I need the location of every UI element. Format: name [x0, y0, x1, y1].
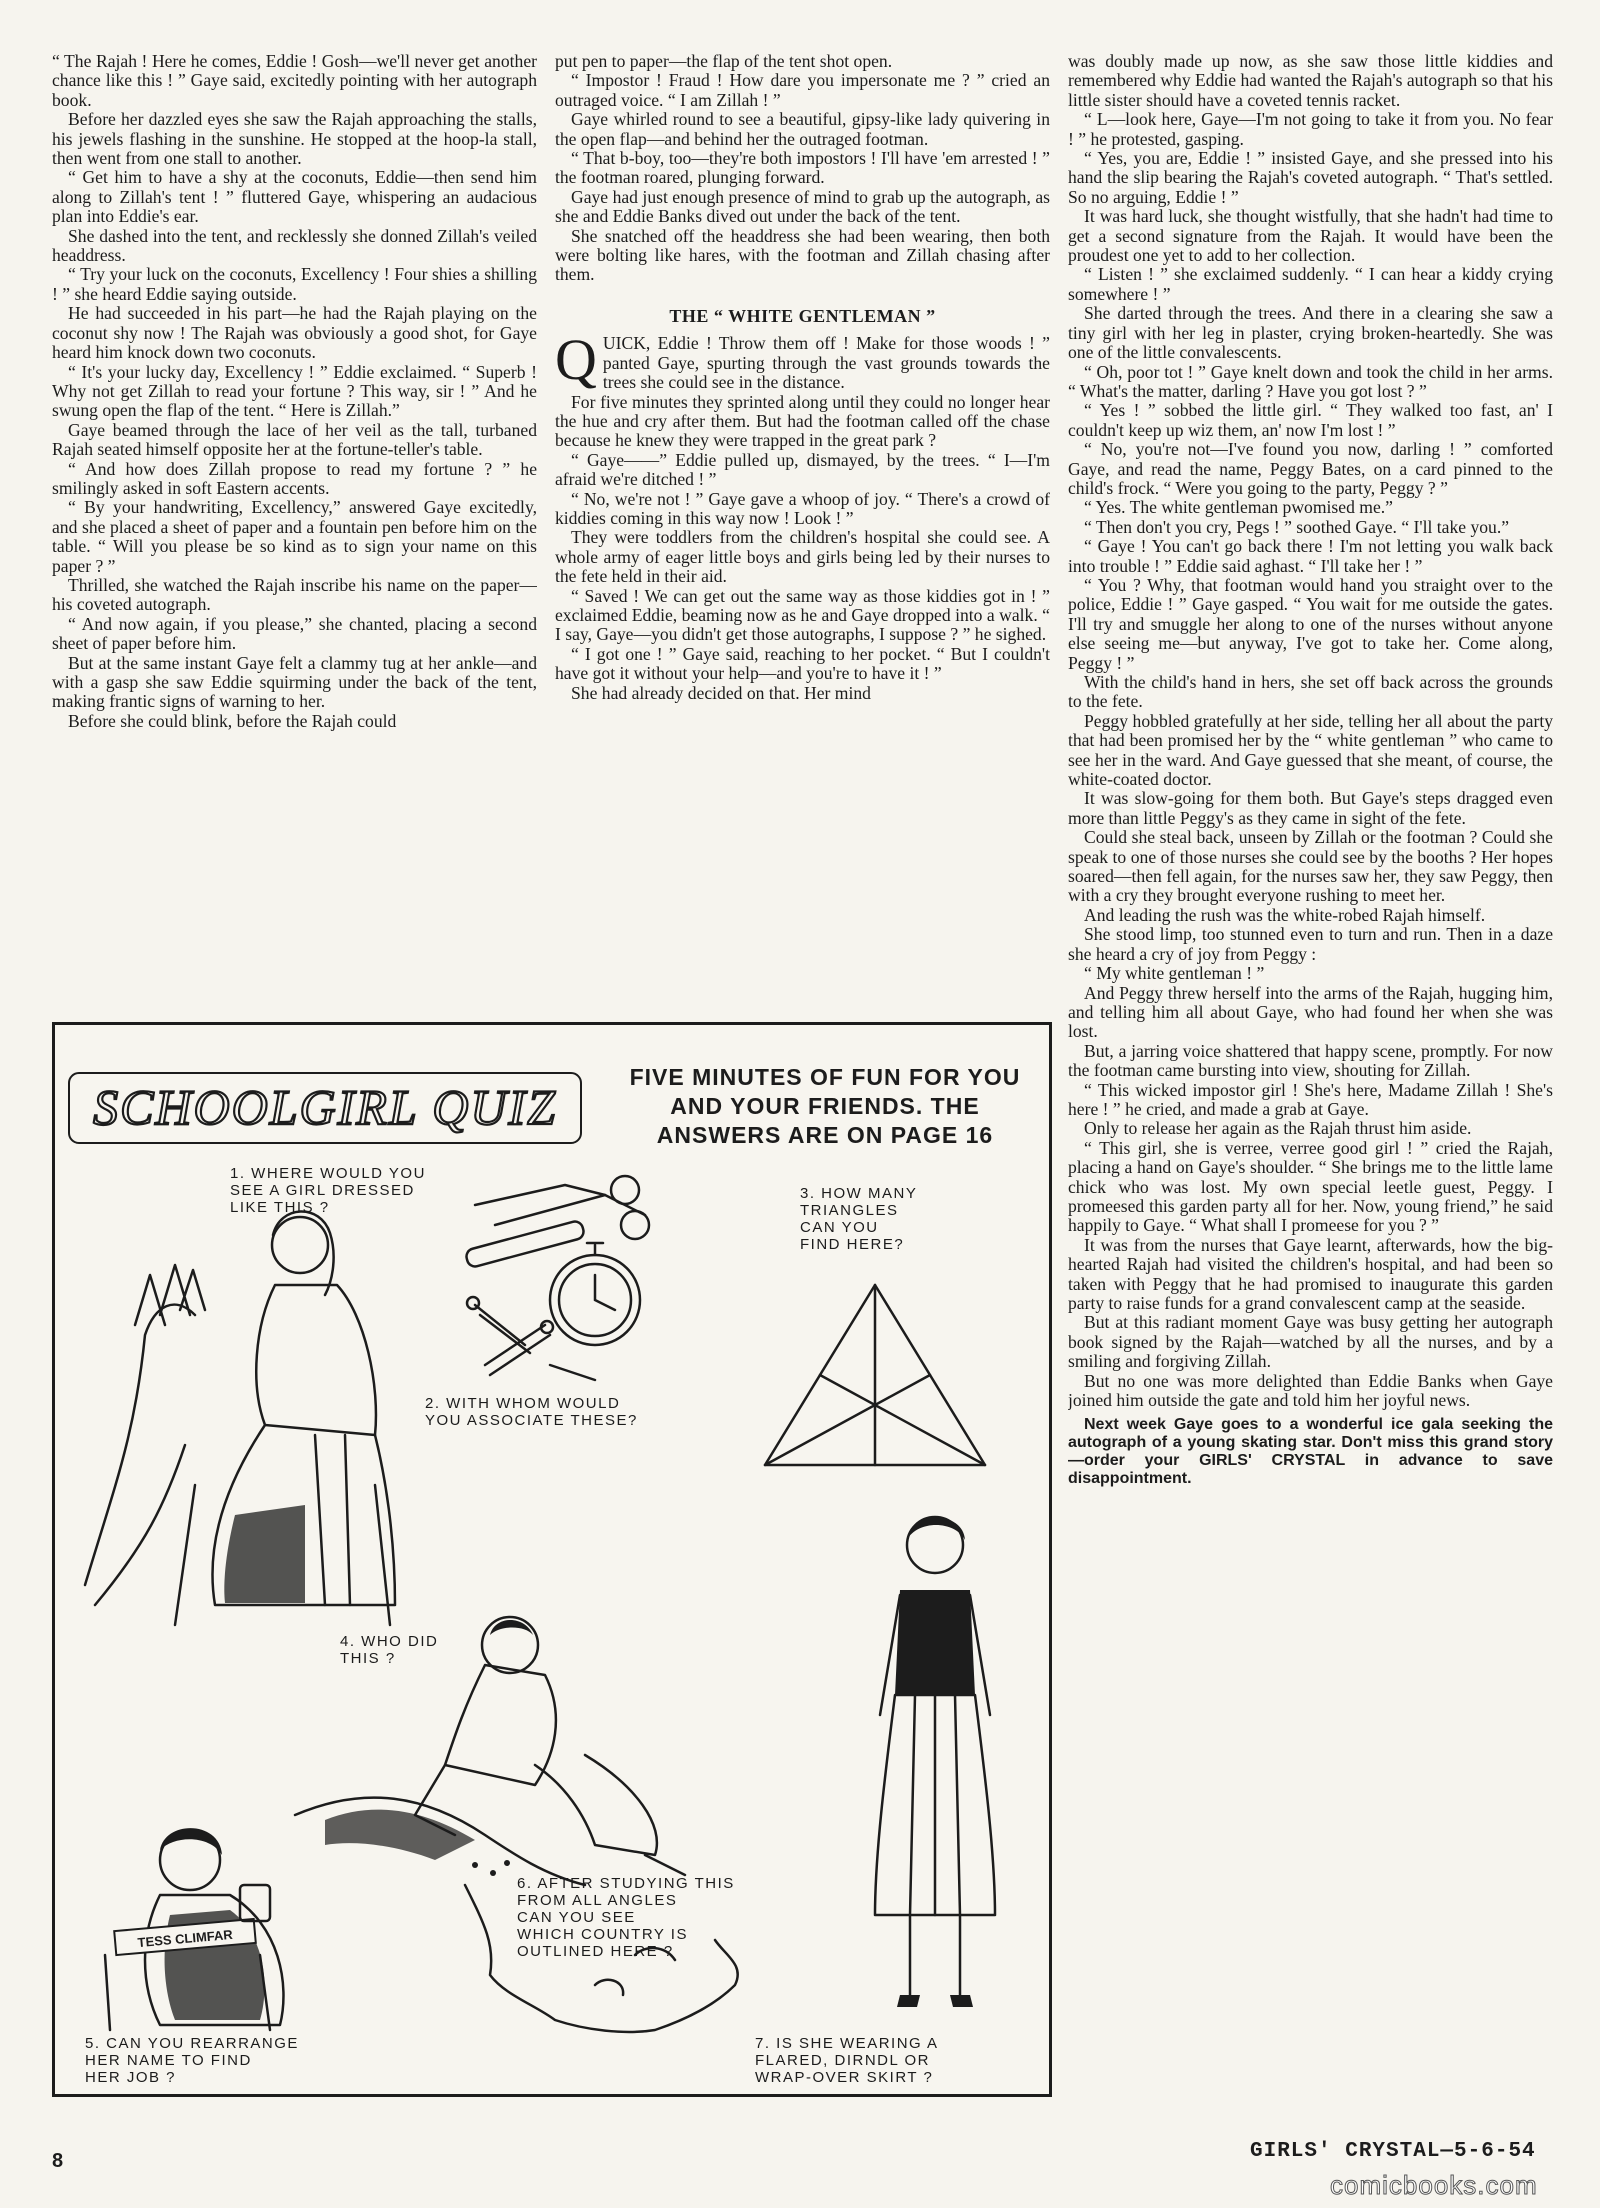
next-week-teaser: Next week Gaye goes to a wonderful ice gala seeking the autograph of a young skating star. Don't miss this grand story—order your GIRLS' CRYSTAL in advance to save disappointment. — [1068, 1416, 1553, 1488]
column-2-opening — [555, 52, 1050, 285]
dropcap-paragraph — [555, 327, 1050, 393]
scissors-watch-pins-illustration — [455, 1165, 755, 1395]
story-paragraph: Peggy hobbled gratefully at her side, telling her all about the party that had been promised her by the “ white gentleman ” who came to see her in the ward. And Gaye guessed that she meant, of course, the white-coated doctor. — [1068, 710, 1553, 790]
drop-cap: Q — [555, 327, 597, 393]
magazine-footer: GIRLS' CRYSTAL—5-6-54 — [1250, 2140, 1536, 2163]
schoolgirl-quiz-box — [52, 1022, 1052, 2097]
question-5: 5. CAN YOU REARRANGE HER NAME TO FIND HER JOB ? — [85, 2035, 299, 2086]
column-3-body — [1068, 52, 1553, 1410]
girl-in-dirndl-illustration — [75, 1185, 415, 1635]
triangle-puzzle-illustration — [755, 1275, 995, 1475]
story-paragraph: “ Yes ! ” sobbed the little girl. “ They walked too fast, an' I couldn't keep up wiz them, an' now I'm lost ! ” — [1068, 400, 1553, 440]
story-paragraph: But at the same instant Gaye felt a clammy tug at her ankle—and with a gasp she saw Eddie squirming under the back of the tent, making frantic signs of warning to her. — [52, 652, 537, 712]
quiz-intro: FIVE MINUTES OF FUN FOR YOU AND YOUR FRIENDS. THE ANSWERS ARE ON PAGE 16 — [629, 1064, 1021, 1148]
story-paragraph: “ Yes. The white gentleman pwomised me.” — [1084, 497, 1393, 518]
story-paragraph: “ The Rajah ! Here he comes, Eddie ! Gosh—we'll never get another chance like this ! ” Gaye said, excitedly pointing with her autograph book. — [52, 52, 537, 110]
story-paragraph: “ Impostor ! Fraud ! How dare you impersonate me ? ” cried an outraged voice. “ I am Zillah ! ” — [555, 70, 1050, 110]
story-paragraph: Thrilled, she watched the Rajah inscribe his name on the paper—his coveted autograph. — [52, 574, 537, 615]
story-paragraph: “ L—look here, Gaye—I'm not going to take it from you. No fear ! ” he protested, gasping. — [1068, 109, 1553, 149]
story-paragraph: “ Oh, poor tot ! ” Gaye knelt down and took the child in her arms. “ What's the matter, darling ? Have you got lost ? ” — [1068, 361, 1553, 401]
story-paragraph: “ Gaye ! You can't go back there ! I'm not letting you walk back into trouble ! ” Eddie said aghast. “ I'll take her ! ” — [1068, 536, 1553, 576]
question-3: 3. HOW MANY TRIANGLES CAN YOU FIND HERE? — [800, 1185, 918, 1253]
story-paragraph: “ Then don't you cry, Pegs ! ” soothed Gaye. “ I'll take you.” — [1084, 516, 1510, 537]
quiz-title-logo — [65, 1069, 585, 1147]
story-paragraph: She dashed into the tent, and recklessly she donned Zillah's veiled headdress. — [52, 225, 537, 266]
story-paragraph: He had succeeded in his part—he had the Rajah playing on the coconut shy now ! The Rajah was obviously a good shot, for Gaye heard him knock down two coconuts. — [52, 303, 537, 363]
story-paragraph: And leading the rush was the white-robed Rajah himself. — [1084, 904, 1486, 925]
page-number: 8 — [52, 2150, 64, 2172]
story-column-1 — [52, 52, 537, 1007]
chair-name-label: TESS CLIMFAR — [136, 1926, 234, 1951]
story-paragraph: Before she could blink, before the Rajah could — [68, 710, 397, 731]
story-paragraph: They were toddlers from the children's hospital she could see. A whole army of eager little boys and girls being led by their nurses to the fete held in their aid. — [555, 527, 1050, 587]
story-paragraph: “ Yes, you are, Eddie ! ” insisted Gaye, and she pressed into his hand the slip bearing the Rajah's coveted autograph. “ That's settled. So no arguing, Eddie ! ” — [1068, 148, 1553, 207]
girl-in-chair-illustration — [80, 1815, 380, 2035]
story-paragraph: But, a jarring voice shattered that happy scene, promptly. For now the footman came bursting into view, shouting for Zillah. — [1068, 1040, 1553, 1081]
girl-in-skirt-illustration — [855, 1495, 1015, 2035]
story-paragraph: was doubly made up now, as she saw those little kiddies and remembered why Eddie had wanted the Rajah's autograph so that his little sister should have a coveted tennis racket. — [1068, 52, 1553, 110]
story-paragraph: “ No, you're not—I've found you now, darling ! ” comforted Gaye, and read the name, Peggy Bates, on a card pinned to the child's frock. “ Were you going to the party, Peggy ? ” — [1068, 439, 1553, 498]
story-paragraph: Gaye whirled round to see a beautiful, gipsy-like lady quivering in the open flap—and behind her the outraged footman. — [555, 109, 1050, 149]
dropcap-paragraph-text: UICK, Eddie ! Throw them off ! Make for those woods ! ” panted Gaye, spurting through the vast grounds towards the trees she could see in the distance. — [602, 333, 1050, 393]
story-paragraph: With the child's hand in hers, she set off back across the grounds to the fete. — [1068, 672, 1553, 712]
story-paragraph: “ No, we're not ! ” Gaye gave a whoop of joy. “ There's a crowd of kiddies coming in this way now ! Look ! ” — [555, 488, 1050, 528]
story-paragraph: For five minutes they sprinted along until they could no longer hear the hue and cry after them. But had the footman called off the chase because he knew they were trapped in the great park ? — [555, 391, 1050, 451]
story-paragraph: Gaye beamed through the lace of her veil as the tall, turbaned Rajah seated himself opposite her at the fortune-teller's table. — [52, 419, 537, 460]
story-paragraph: But no one was more delighted than Eddie Banks when Gaye joined him outside the gate and told him her joyful news. — [1068, 1370, 1553, 1411]
story-column-3 — [1068, 52, 1553, 2112]
story-paragraph: Before her dazzled eyes she saw the Rajah approaching the stalls, his jewels flashing in the sunshine. He stopped at the hoop-la stall, then went from one stall to another. — [52, 109, 537, 169]
story-paragraph: And Peggy threw herself into the arms of the Rajah, hugging him, and telling him all about Gaye, who had found her when she was lost. — [1068, 982, 1553, 1042]
story-paragraph: It was slow-going for them both. But Gaye's steps dragged even more than little Peggy's as they came in sight of the fete. — [1068, 788, 1553, 828]
story-paragraph: Gaye had just enough presence of mind to grab up the autograph, as she and Eddie Banks dived out under the back of the tent. — [555, 186, 1050, 227]
story-paragraph: “ It's your lucky day, Excellency ! ” Eddie exclaimed. “ Superb ! Why not get Zillah to read your fortune ? This way, sir ! ” And he swung open the flap of the tent. “ Here is Zillah.” — [52, 361, 537, 421]
story-paragraph: It was from the nurses that Gaye learnt, afterwards, how the big-hearted Rajah had visited the children's hospital, and had been so taken with Peggy that he had promised to inaugurate this garden party to raise funds for a grand convalescent camp at the seaside. — [1068, 1234, 1553, 1313]
story-paragraph: “ And how does Zillah propose to read my fortune ? ” he smilingly asked in soft Eastern accents. — [52, 458, 537, 498]
story-paragraph: “ Get him to have a shy at the coconuts, Eddie—then send him along to Zillah's tent ! ” fluttered Gaye, whispering an audacious plan into Eddie's ear. — [52, 167, 537, 227]
story-paragraph: “ You ? Why, that footman would hand you straight over to the police, Eddie ! ” Gaye gasped. “ You wait for me outside the gates. I'll try and smuggle her along to one of the nurses without anyone else seeing me—but anyway, I've got to take her. Come along, Peggy ! ” — [1068, 574, 1553, 673]
story-paragraph: Could she steal back, unseen by Zillah or the footman ? Could she speak to one of those nurses she could see by the booths ? Her hopes soared—then fell again, for the nurses saw her, they saw Peggy, then with a cry they brought everyone rushing to meet her. — [1068, 827, 1553, 906]
story-paragraph: put pen to paper—the flap of the tent shot open. — [555, 52, 893, 71]
story-paragraph: “ Saved ! We can get out the same way as those kiddies got in ! ” exclaimed Eddie, beaming now as he and Gaye dropped into a walk. “ I say, Gaye—you didn't get those autographs, I suppose ? ” he sighed. — [555, 585, 1050, 645]
story-paragraph: “ By your handwriting, Excellency,” answered Gaye excitedly, and she placed a sheet of paper and a fountain pen before him on the table. “ Will you please be so kind as to sign your name on this paper ? ” — [52, 497, 537, 576]
story-paragraph: “ This girl, she is verree, verree good girl ! ” cried the Rajah, placing a hand on Gaye's shoulder. “ She brings me to the little lame chick who was lost. My own special leetle guest, Peggy. I promeesed this garden party all for her. Now, young friend,” he said happily to Gaye. “ What shall I promeese for you ? ” — [1068, 1137, 1553, 1236]
story-paragraph: She had already decided on that. Her mind — [571, 682, 871, 703]
story-paragraph: “ This wicked impostor girl ! She's here, Madame Zillah ! She's here ! ” he cried, and made a grab at Gaye. — [1068, 1079, 1553, 1119]
column-2-continuation — [555, 393, 1050, 704]
story-paragraph: She darted through the trees. And there in a clearing she saw a tiny girl with her leg in plaster, crying broken-heartedly. She was one of the little convalescents. — [1068, 303, 1553, 363]
question-2: 2. WITH WHOM WOULD YOU ASSOCIATE THESE? — [425, 1395, 638, 1429]
story-paragraph: But at this radiant moment Gaye was busy getting her autograph book signed by the Rajah—watched by all the nurses, and by a smiling and forgiving Zillah. — [1068, 1312, 1553, 1372]
story-paragraph: She snatched off the headdress she had been wearing, then both were bolting like hares, with the footman and Zillah chasing after them. — [555, 225, 1050, 285]
story-paragraph: Only to release her again as the Rajah thrust him aside. — [1084, 1118, 1472, 1139]
question-6: 6. AFTER STUDYING THIS FROM ALL ANGLES CAN YOU SEE WHICH COUNTRY IS OUTLINED HERE ? — [517, 1875, 735, 1960]
story-paragraph: It was hard luck, she thought wistfully, that she hadn't had time to get a second signature from the Rajah. It would have been the proudest one yet to add to her collection. — [1068, 206, 1553, 266]
country-outline-illustration — [445, 1845, 765, 2055]
quiz-title: SCHOOLGIRL QUIZ — [93, 1079, 557, 1135]
question-1: 1. WHERE WOULD YOU SEE A GIRL DRESSED LIKE THIS ? — [230, 1165, 426, 1216]
question-4: 4. WHO DID THIS ? — [340, 1633, 439, 1667]
story-paragraph: “ Try your luck on the coconuts, Excellency ! Four shies a shilling ! ” she heard Eddie saying outside. — [52, 264, 537, 304]
site-watermark: comicbooks.com — [1330, 2170, 1538, 2200]
section-heading: THE “ WHITE GENTLEMAN ” — [669, 305, 936, 326]
story-paragraph: “ Listen ! ” she exclaimed suddenly. “ I can hear a kiddy crying somewhere ! ” — [1068, 264, 1553, 304]
question-7: 7. IS SHE WEARING A FLARED, DIRNDL OR WRAP-OVER SKIRT ? — [755, 2035, 939, 2086]
story-paragraph: “ I got one ! ” Gaye said, reaching to her pocket. “ But I couldn't have got it without your help—and you're to have it ! ” — [555, 643, 1050, 684]
story-paragraph: She stood limp, too stunned even to turn and run. Then in a daze she heard a cry of joy from Peggy : — [1068, 924, 1553, 964]
story-paragraph: “ Gaye——” Eddie pulled up, dismayed, by the trees. “ I—I'm afraid we're ditched ! ” — [555, 449, 1050, 490]
story-paragraph: “ That b-boy, too—they're both impostors ! I'll have 'em arrested ! ” the footman roared, plunging forward. — [555, 148, 1050, 188]
story-column-2 — [555, 52, 1050, 1007]
story-paragraph: “ And now again, if you please,” she chanted, placing a second sheet of paper before him. — [52, 613, 537, 654]
story-paragraph: “ My white gentleman ! ” — [1084, 963, 1265, 984]
